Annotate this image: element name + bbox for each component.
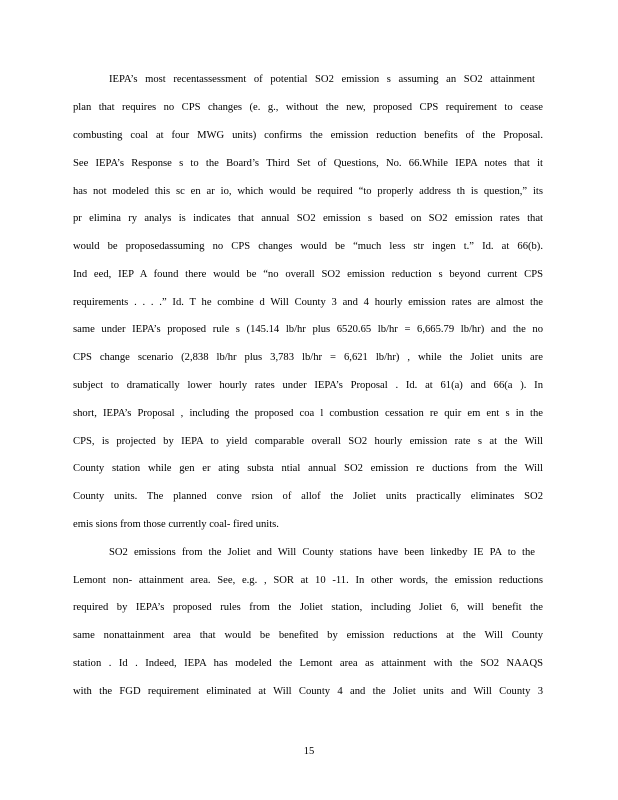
text-line: CPS, is projected by IEPA to yield comparable overall SO2 hourly emission rate s at the Will: [73, 436, 543, 447]
text-line: plan that requires no CPS changes (e. g., without the new, proposed CPS requirement to cease: [73, 102, 543, 113]
text-line: emis sions from those currently coal- fired units.: [73, 519, 279, 530]
text-line: IEPA’s most recentassessment of potential SO2 emission s assuming an SO2 attainment: [109, 74, 535, 85]
page-number: 15: [303, 746, 315, 757]
text-line: Ind eed, IEP A found there would be “no overall SO2 emission reduction s beyond current CPS: [73, 269, 543, 280]
text-line: Lemont non- attainment area. See, e.g. , SOR at 10 -11. In other words, the emission reductions: [73, 575, 543, 586]
text-line: combusting coal at four MWG units) confirms the emission reduction benefits of the Proposal.: [73, 130, 543, 141]
text-line: requirements . . . .” Id. T he combine d Will County 3 and 4 hourly emission rates are almost the: [73, 297, 543, 308]
text-line: required by IEPA’s proposed rules from the Joliet station, including Joliet 6, will benefit the: [73, 602, 543, 613]
text-line: same under IEPA’s proposed rule s (145.14 lb/hr plus 6520.65 lb/hr = 6,665.79 lb/hr) and the no: [73, 324, 543, 335]
text-line: pr elimina ry analys is indicates that annual SO2 emission s based on SO2 emission rates that: [73, 213, 543, 224]
text-line: See IEPA’s Response s to the Board’s Third Set of Questions, No. 66.While IEPA notes that it: [73, 158, 543, 169]
text-line: would be proposedassuming no CPS changes would be “much less str ingen t.” Id. at 66(b).: [73, 241, 543, 252]
text-line: CPS change scenario (2,838 lb/hr plus 3,783 lb/hr = 6,621 lb/hr) , while the Joliet units are: [73, 352, 543, 363]
text-line: with the FGD requirement eliminated at Will County 4 and the Joliet units and Will County 3: [73, 686, 543, 697]
text-line: has not modeled this sc en ar io, which would be required “to properly address th is question,” its: [73, 186, 543, 197]
text-line: short, IEPA’s Proposal , including the proposed coa l combustion cessation re quir em ent s in the: [73, 408, 543, 419]
text-line: County station while gen er ating substa ntial annual SO2 emission re ductions from the Will: [73, 463, 543, 474]
text-line: station . Id . Indeed, IEPA has modeled the Lemont area as attainment with the SO2 NAAQS: [73, 658, 543, 669]
text-line: SO2 emissions from the Joliet and Will County stations have been linkedby IE PA to the: [109, 547, 535, 558]
text-line: County units. The planned conve rsion of allof the Joliet units practically eliminates SO2: [73, 491, 543, 502]
text-line: subject to dramatically lower hourly rates under IEPA’s Proposal . Id. at 61(a) and 66(a ). In: [73, 380, 543, 391]
text-line: same nonattainment area that would be benefited by emission reductions at the Will County: [73, 630, 543, 641]
